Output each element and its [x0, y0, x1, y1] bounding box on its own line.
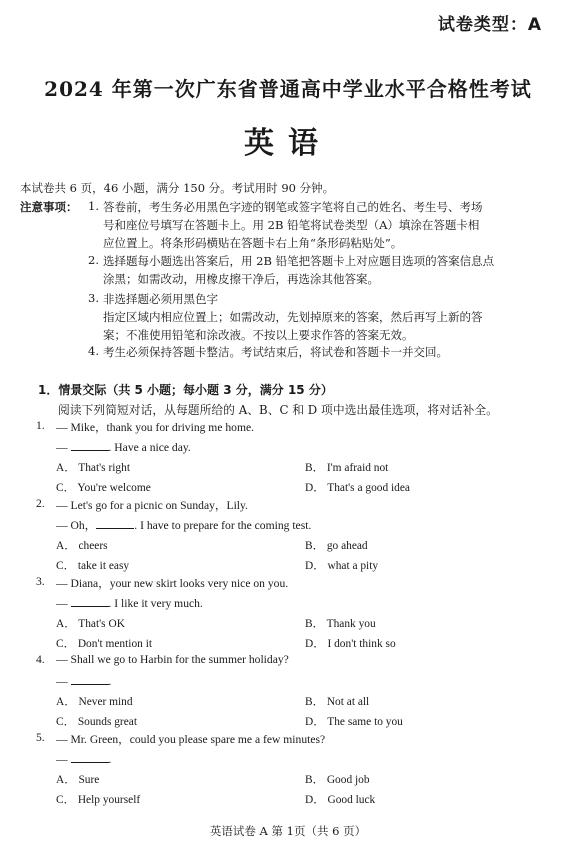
answer-option: C． Help yourself	[56, 794, 141, 806]
note-line: 案；不准使用铅笔和涂改液。不按以上要求作答的答案无效。	[103, 328, 414, 342]
note-line: 指定区域内相应位置上；如需改动，先划掉原来的答案，然后再写上新的答	[103, 310, 483, 324]
answer-option: D． Good luck	[305, 794, 376, 806]
answer-blank	[71, 751, 109, 763]
exam-intro: 本试卷共 6 页，46 小题，满分 150 分。考试用时 90 分钟。	[20, 181, 335, 195]
question-reply	[56, 595, 203, 610]
note-line: 号和座位号填写在答题卡上。用 2B 铅笔将试卷类型（A）填涂在答题卡相	[103, 218, 480, 232]
answer-option: A． Never mind	[56, 696, 133, 708]
note-line: 涂黑；如需改动，用橡皮擦干净后，再选涂其他答案。	[103, 272, 379, 286]
note-line: 答卷前，考生务必用黑色字迹的钢笔或签字笔将自己的姓名、考生号、考场	[103, 200, 483, 214]
answer-option: D． That's a good idea	[305, 482, 410, 494]
answer-blank	[71, 595, 109, 607]
answer-option: C． Sounds great	[56, 716, 137, 728]
note-line: 考生必须保持答题卡整洁。考试结束后，将试卷和答题卡一并交回。	[103, 345, 448, 359]
reply-suffix: . I like it very much.	[108, 597, 203, 610]
question-stem: — Diana，your new skirt looks very nice on you.	[56, 577, 289, 590]
answer-option: C． Don't mention it	[56, 638, 153, 650]
question-stem: — Mike，thank you for driving me home.	[56, 421, 255, 434]
reply-suffix: .	[108, 753, 112, 766]
answer-blank	[71, 673, 109, 685]
answer-option: B． Not at all	[305, 696, 370, 708]
question-number: 4.	[36, 653, 45, 666]
paper-type-label: 试卷类型：A	[437, 15, 542, 35]
answer-option: D． The same to you	[305, 716, 403, 728]
note-line: 非选择题必须用黑色字	[103, 292, 218, 306]
reply-prefix: —	[56, 675, 71, 688]
section-instruction: 阅读下列简短对话，从每题所给的 A、B、C 和 D 项中选出最佳选项，将对话补全。	[58, 403, 498, 417]
reply-suffix: .	[108, 675, 112, 688]
reply-prefix: — Oh，	[56, 519, 97, 532]
reply-prefix: —	[56, 441, 71, 454]
question-number: 3.	[36, 575, 45, 588]
reply-suffix: . Have a nice day.	[108, 441, 191, 454]
answer-blank	[96, 517, 134, 529]
section-heading: 1．情景交际（共 5 小题；每小题 3 分，满分 15 分）	[38, 383, 333, 397]
answer-option: C． You're welcome	[56, 482, 151, 494]
answer-option: B． I'm afraid not	[305, 462, 389, 474]
answer-option: A． That's right	[56, 462, 130, 474]
exam-title: 2024 年第一次广东省普通高中学业水平合格性考试	[44, 77, 532, 101]
answer-option: A． That's OK	[56, 618, 125, 630]
answer-option: A． cheers	[56, 540, 108, 552]
note-line: 选择题每小题选出答案后，用 2B 铅笔把答题卡上对应题目选项的答案信息点	[103, 254, 495, 268]
question-stem: — Shall we go to Harbin for the summer holiday?	[56, 653, 289, 666]
answer-option: B． Good job	[305, 774, 370, 786]
question-number: 1.	[36, 419, 45, 432]
question-reply	[56, 517, 311, 533]
answer-option: B． Thank you	[305, 618, 376, 630]
answer-blank	[71, 439, 109, 451]
note-number: 1.	[88, 199, 99, 213]
reply-prefix: —	[56, 753, 71, 766]
reply-prefix: —	[56, 597, 71, 610]
note-number: 4.	[88, 344, 99, 358]
question-reply	[56, 673, 111, 688]
page-footer: 英语试卷 A 第 1页（共 6 页）	[209, 824, 367, 838]
question-reply	[56, 751, 111, 766]
question-stem: — Let's go for a picnic on Sunday，Lily.	[56, 499, 248, 512]
answer-option: A． Sure	[56, 774, 100, 786]
question-reply	[56, 439, 191, 454]
answer-option: C． take it easy	[56, 560, 130, 572]
notes-label: 注意事项：	[20, 200, 78, 214]
note-line: 应位置上。将条形码横贴在答题卡右上角“条形码粘贴处”。	[103, 236, 403, 250]
note-number: 3.	[88, 291, 99, 305]
question-stem: — Mr. Green，could you please spare me a few minutes?	[56, 733, 326, 746]
question-number: 5.	[36, 731, 45, 744]
question-number: 2.	[36, 497, 45, 510]
answer-option: B． go ahead	[305, 540, 368, 552]
reply-suffix: . I have to prepare for the coming test.	[134, 519, 312, 532]
answer-option: D． what a pity	[305, 560, 379, 572]
answer-option: D． I don't think so	[305, 638, 396, 650]
subject-title: 英语	[244, 126, 332, 161]
note-number: 2.	[88, 253, 99, 267]
